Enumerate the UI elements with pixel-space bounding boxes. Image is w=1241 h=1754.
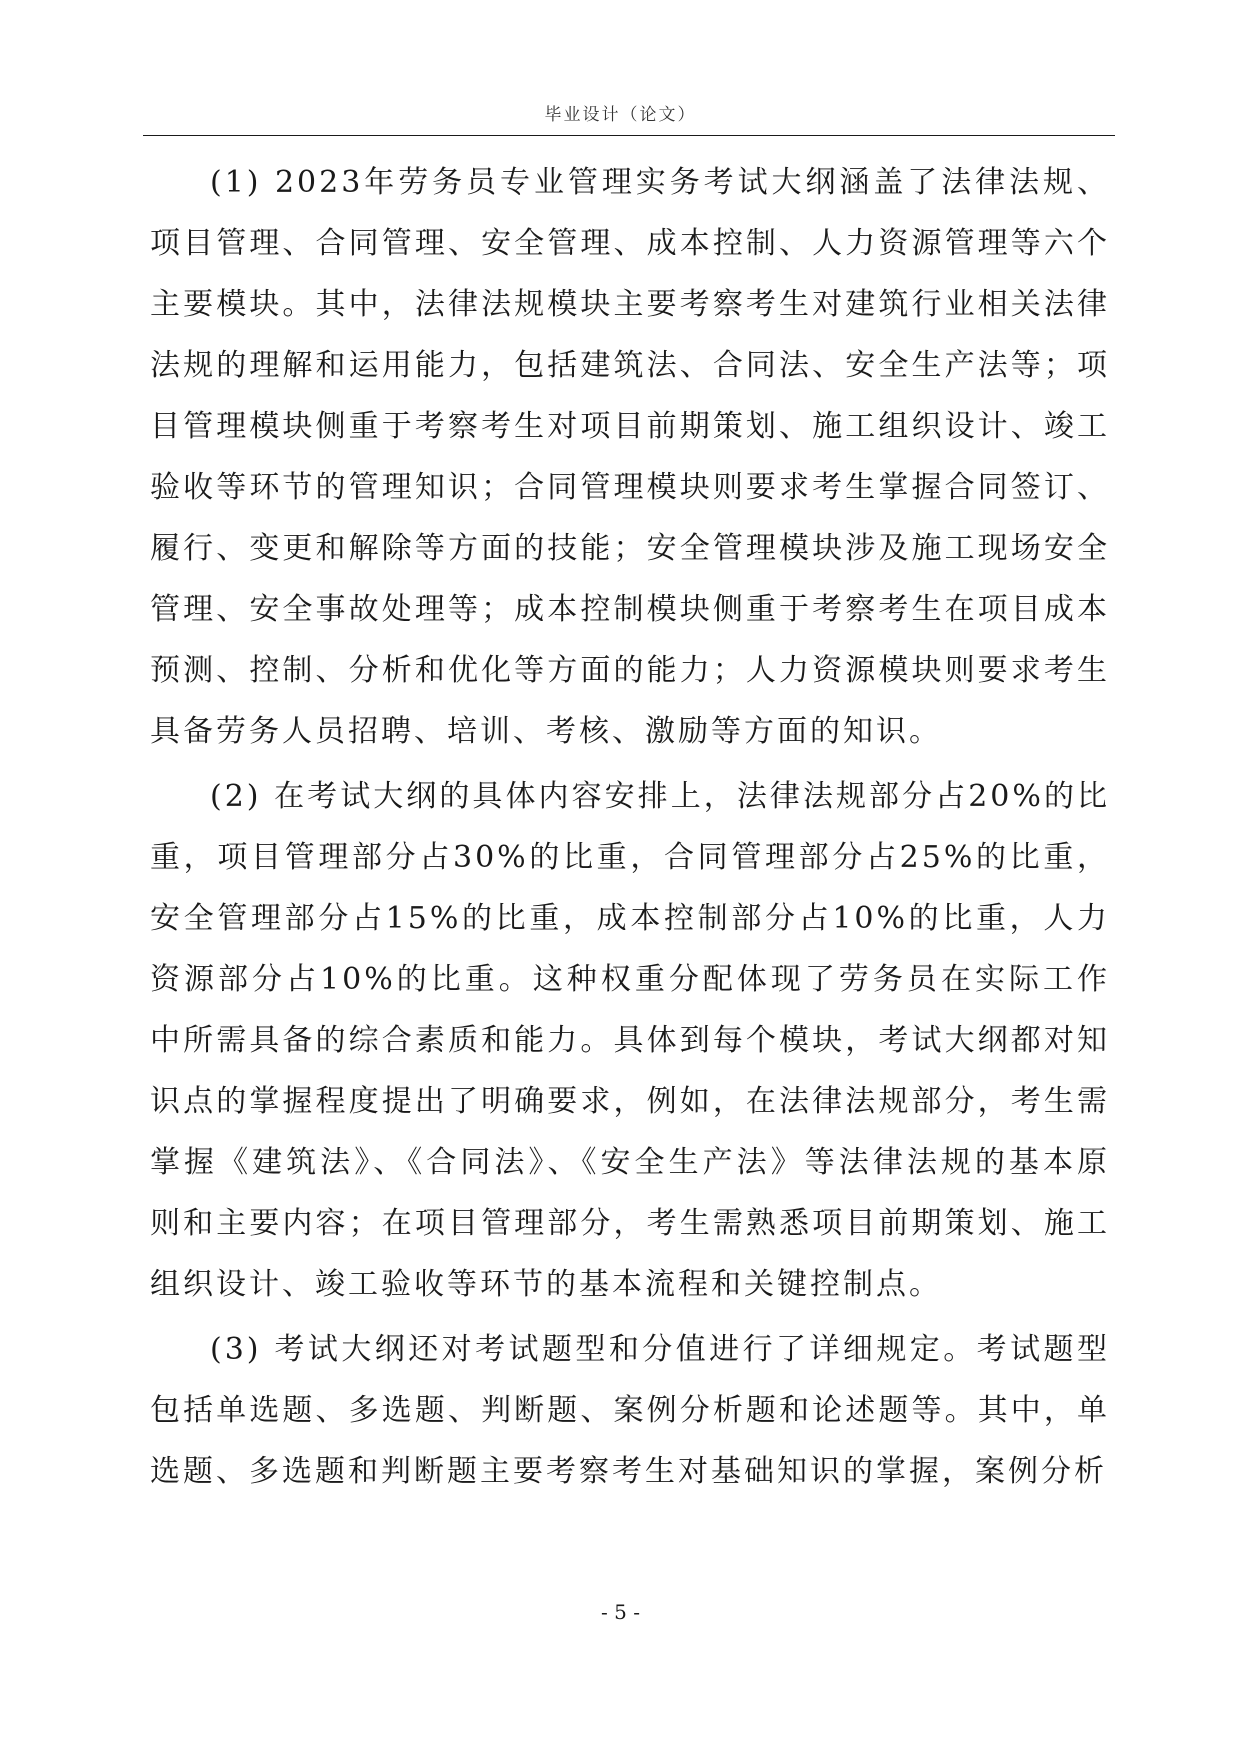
paragraph-3: (3) 考试大纲还对考试题型和分值进行了详细规定。考试题型包括单选题、多选题、判断题、案例分析题和论述题等。其中，单选题、多选题和判断题主要考察考生对基础知识的掌握，案例分析: [150, 1332, 1110, 1489]
header-divider: [143, 135, 1115, 136]
page-number: - 5 -: [601, 1600, 640, 1624]
paragraph-2: (2) 在考试大纲的具体内容安排上，法律法规部分占20%的比重，项目管理部分占30%的比重，合同管理部分占25%的比重，安全管理部分占15%的比重，成本控制部分占10%的比重，人力资源部分占10%的比重。这种权重分配体现了劳务员在实际工作中所需具备的综合素质和能力。具体到每个模块，考试大纲都对知识点的掌握程度提出了明确要求，例如，在法律法规部分，考生需掌握《建筑法》、《合同法》、《安全生产法》等法律法规的基本原则和主要内容；在项目管理部分，考生需熟悉项目前期策划、施工组织设计、竣工验收等环节的基本流程和关键控制点。: [150, 779, 1110, 1302]
page-header-title: 毕业设计（论文）: [544, 105, 697, 125]
paragraph-1: (1) 2023年劳务员专业管理实务考试大纲涵盖了法律法规、项目管理、合同管理、安全管理、成本控制、人力资源管理等六个主要模块。其中，法律法规模块主要考察考生对建筑行业相关法律法规的理解和运用能力，包括建筑法、合同法、安全生产法等；项目管理模块侧重于考察考生对项目前期策划、施工组织设计、竣工验收等环节的管理知识；合同管理模块则要求考生掌握合同签订、履行、变更和解除等方面的技能；安全管理模块涉及施工现场安全管理、安全事故处理等；成本控制模块侧重于考察考生在项目成本预测、控制、分析和优化等方面的能力；人力资源模块则要求考生具备劳务人员招聘、培训、考核、激励等方面的知识。: [150, 165, 1110, 749]
document-body: [150, 152, 1110, 1506]
